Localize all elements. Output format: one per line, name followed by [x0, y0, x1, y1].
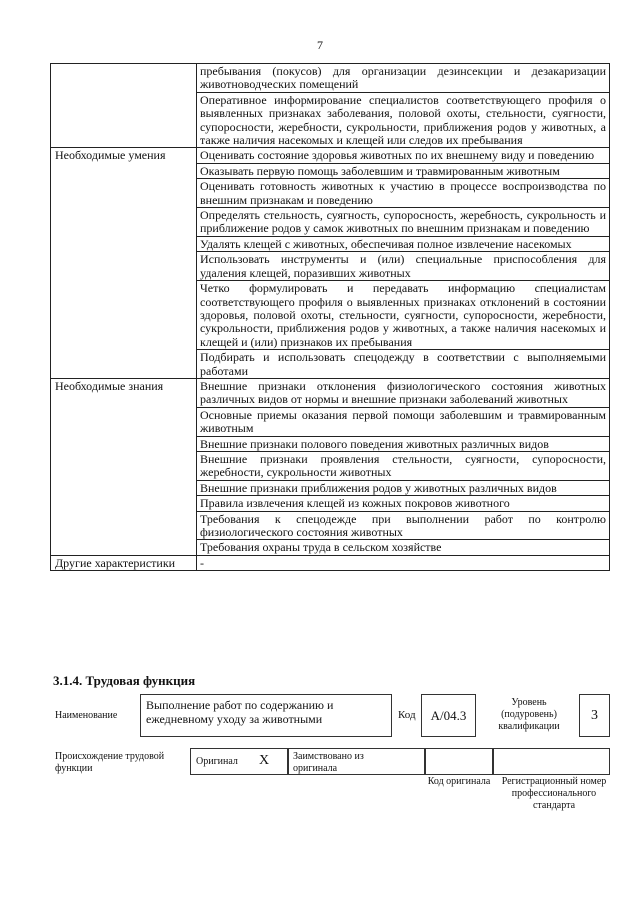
section-title: 3.1.4. Трудовая функция	[53, 673, 196, 688]
competency-table	[50, 63, 610, 571]
row-item: Определять стельность, суягность, супоросность, жеребность, сукрольность и приближение родов у самок животных по внешним признакам и поведению	[197, 208, 610, 237]
registration-number-box	[493, 748, 610, 775]
page-number: 7	[317, 38, 323, 52]
code-label: Код	[398, 709, 416, 721]
row-item: пребывания (покусов) для организации дезинсекции и дезакаризации животноводческих помещений	[197, 64, 610, 93]
row-label: Другие характеристики	[51, 555, 197, 570]
row-item: Оценивать состояние здоровья животных по их внешнему виду и поведению	[197, 148, 610, 163]
function-name-field: Выполнение работ по содержанию и ежедневному уходу за животными	[140, 694, 392, 737]
original-box	[190, 748, 288, 775]
row-item: Использовать инструменты и (или) специальные приспособления для удаления клещей, поразивших животных	[197, 252, 610, 281]
code-caption: Код оригинала	[427, 776, 491, 787]
level-field: 3	[579, 694, 610, 737]
row-label: Необходимые знания	[51, 378, 197, 555]
row-item: Внешние признаки отклонения физиологического состояния животных различных видов от нормы и внешние признаки заболеваний животных	[197, 378, 610, 407]
code-field: А/04.3	[421, 694, 476, 737]
row-item: Требования к спецодежде при выполнении работ по контролю физиологического состояния животных	[197, 511, 610, 540]
row-label: Необходимые умения	[51, 148, 197, 379]
reg-caption: Регистрационный номер профессионального стандарта	[501, 776, 607, 811]
borrowed-label: Заимствовано из оригинала	[293, 751, 364, 774]
table-row	[51, 64, 610, 93]
row-item: Внешние признаки приближения родов у животных различных видов	[197, 480, 610, 495]
row-item: Оказывать первую помощь заболевшим и травмированным животным	[197, 163, 610, 178]
original-code-box	[425, 748, 493, 775]
row-item: Подбирать и использовать спецодежду в соответствии с выполняемыми работами	[197, 350, 610, 379]
borrowed-box	[288, 748, 425, 775]
origin-label: Происхождение трудовой функции	[55, 751, 165, 774]
table-row	[51, 378, 610, 407]
row-item: Требования охраны труда в сельском хозяйстве	[197, 540, 610, 555]
table-row	[51, 555, 610, 570]
table-row	[51, 148, 610, 163]
row-item: Внешние признаки проявления стельности, суягности, супоросности, жеребности, сукрольности животных	[197, 451, 610, 480]
row-item: Оперативное информирование специалистов соответствующего профиля о выявленных признаках заболевания, половой охоты, стельности, суягности, супоросности, жеребности, сукрольности, приближения родов у животных, а также наличия насекомых и клещей или следов их пребывания	[197, 92, 610, 148]
name-label: Наименование	[55, 710, 118, 721]
row-item: Удалять клещей с животных, обеспечивая полное извлечение насекомых	[197, 236, 610, 251]
row-item: Внешние признаки полового поведения животных различных видов	[197, 436, 610, 451]
row-item: Правила извлечения клещей из кожных покровов животного	[197, 496, 610, 511]
row-item: Четко формулировать и передавать информацию специалистам соответствующего профиля о выявленных признаках отклонений в состоянии здоровья, половой охоты, стельности, суягности, супоросности, жеребности, сукрольности, приближения родов у животных, а также наличия насекомых и клещей и (или) признаков их пребывания	[197, 281, 610, 350]
row-item: Основные приемы оказания первой помощи заболевшим и травмированным животным	[197, 407, 610, 436]
row-item: Оценивать готовность животных к участию в процессе воспроизводства по внешним признакам и поведению	[197, 179, 610, 208]
original-label: Оригинал	[196, 756, 238, 767]
original-mark: X	[259, 753, 270, 768]
row-label	[51, 64, 197, 148]
level-label: Уровень (подуровень) квалификации	[498, 697, 560, 732]
row-item: -	[197, 555, 610, 570]
